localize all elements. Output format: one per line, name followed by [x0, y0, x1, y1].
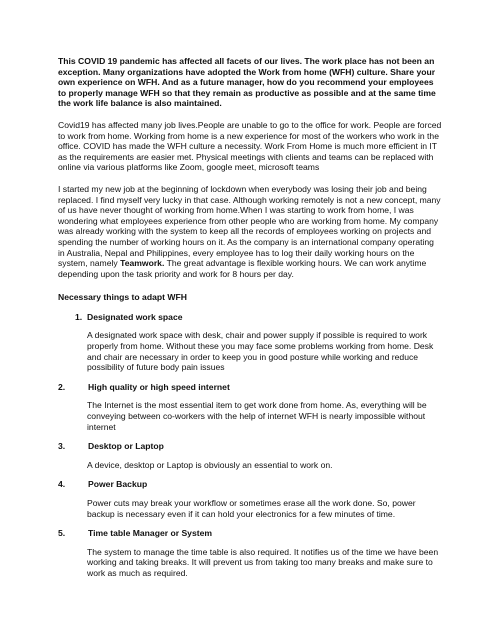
section-heading: Necessary things to adapt WFH — [58, 292, 187, 303]
list-item-time-manager — [58, 528, 443, 578]
item-heading — [58, 528, 443, 539]
item-description: The Internet is the most essential item to get work done from home. As, everything will be conveying between co-workers with the help of internet WFH is nearly impossible without internet — [87, 400, 427, 432]
paragraph-text: I started my new job at the beginning of lockdown when everybody was losing their job and being replaced. I find myself very lucky in that case. Although working remotely is not a new concept, many of us have never thought of working from home.When I was starting to work from home, I was wondering what employees experience from other people who are working from home. My company was already working with the system to keep all the records of employees working on projects and spending the number of working hours on it. As the company is an international company operating in Australia, Nepal and Philippines, every employee has to log their daily working hours on the system, namely — [58, 183, 441, 269]
list-item-power-backup — [58, 479, 443, 519]
list-item-device — [58, 441, 443, 470]
item-title: Power Backup — [88, 479, 148, 490]
list-item-internet — [58, 382, 443, 432]
item-heading — [58, 479, 443, 490]
item-number: 5. — [58, 528, 66, 539]
item-number: 3. — [58, 441, 66, 452]
item-description: Power cuts may break your workflow or sometimes erase all the work done. So, power backup is necessary even if it can hold your electronics for a few minutes of time. — [87, 498, 416, 519]
item-heading — [58, 382, 443, 393]
paragraph-personal-experience — [58, 184, 443, 279]
item-number: 4. — [58, 479, 66, 490]
item-description: A designated work space with desk, chair and power supply if possible is required to work properly from home. Without these you may face some problems working from home. Desk and chair are necessary in order to keep you in good posture while working and reduce possibility of future body pain issues — [87, 330, 434, 373]
list-item-workspace — [58, 312, 443, 373]
item-title: Desktop or Laptop — [88, 441, 164, 452]
item-description: A device, desktop or Laptop is obviously an essential to work on. — [87, 459, 333, 470]
paragraph-covid-impact: Covid19 has affected many job lives.People are unable to go to the office for work. People are forced to work from home. Working from home is a new experience for most of the workers who work in the office. COVID has made the WFH culture a necessity. Work From Home is much more efficient in IT as the requirements are easier met. Physical meetings with clients and teams can be replaced with online via various platforms like Zoom, google meet, microsoft teams — [58, 119, 442, 173]
assignment-prompt: This COVID 19 pandemic has affected all facets of our lives. The work place has not been an exception. Many organizations have adopted the Work from home (WFH) culture. Share your own experience on WFH. And as a future manager, how do you recommend your employees to properly manage WFH so that they remain as productive as possible and at the same time the work life balance is also maintained. — [58, 56, 436, 109]
teamwork-term: Teamwork. — [120, 258, 165, 269]
item-title: Designated work space — [87, 311, 183, 322]
item-title: High quality or high speed internet — [88, 381, 230, 392]
item-title: Time table Manager or System — [88, 528, 213, 539]
item-description: The system to manage the time table is also required. It notifies us of the time we have been working and taking breaks. It will prevent us from taking too many breaks and make sure to work as much as required. — [87, 546, 439, 578]
item-number: 1. — [75, 311, 83, 322]
item-heading — [58, 441, 443, 452]
document-body — [58, 56, 443, 579]
item-heading — [58, 312, 443, 323]
paragraph-text: The great advantage is flexible working hours. We can work anytime depending upon the task priority and work for 8 hours per day. — [58, 258, 427, 279]
item-number: 2. — [58, 381, 66, 392]
